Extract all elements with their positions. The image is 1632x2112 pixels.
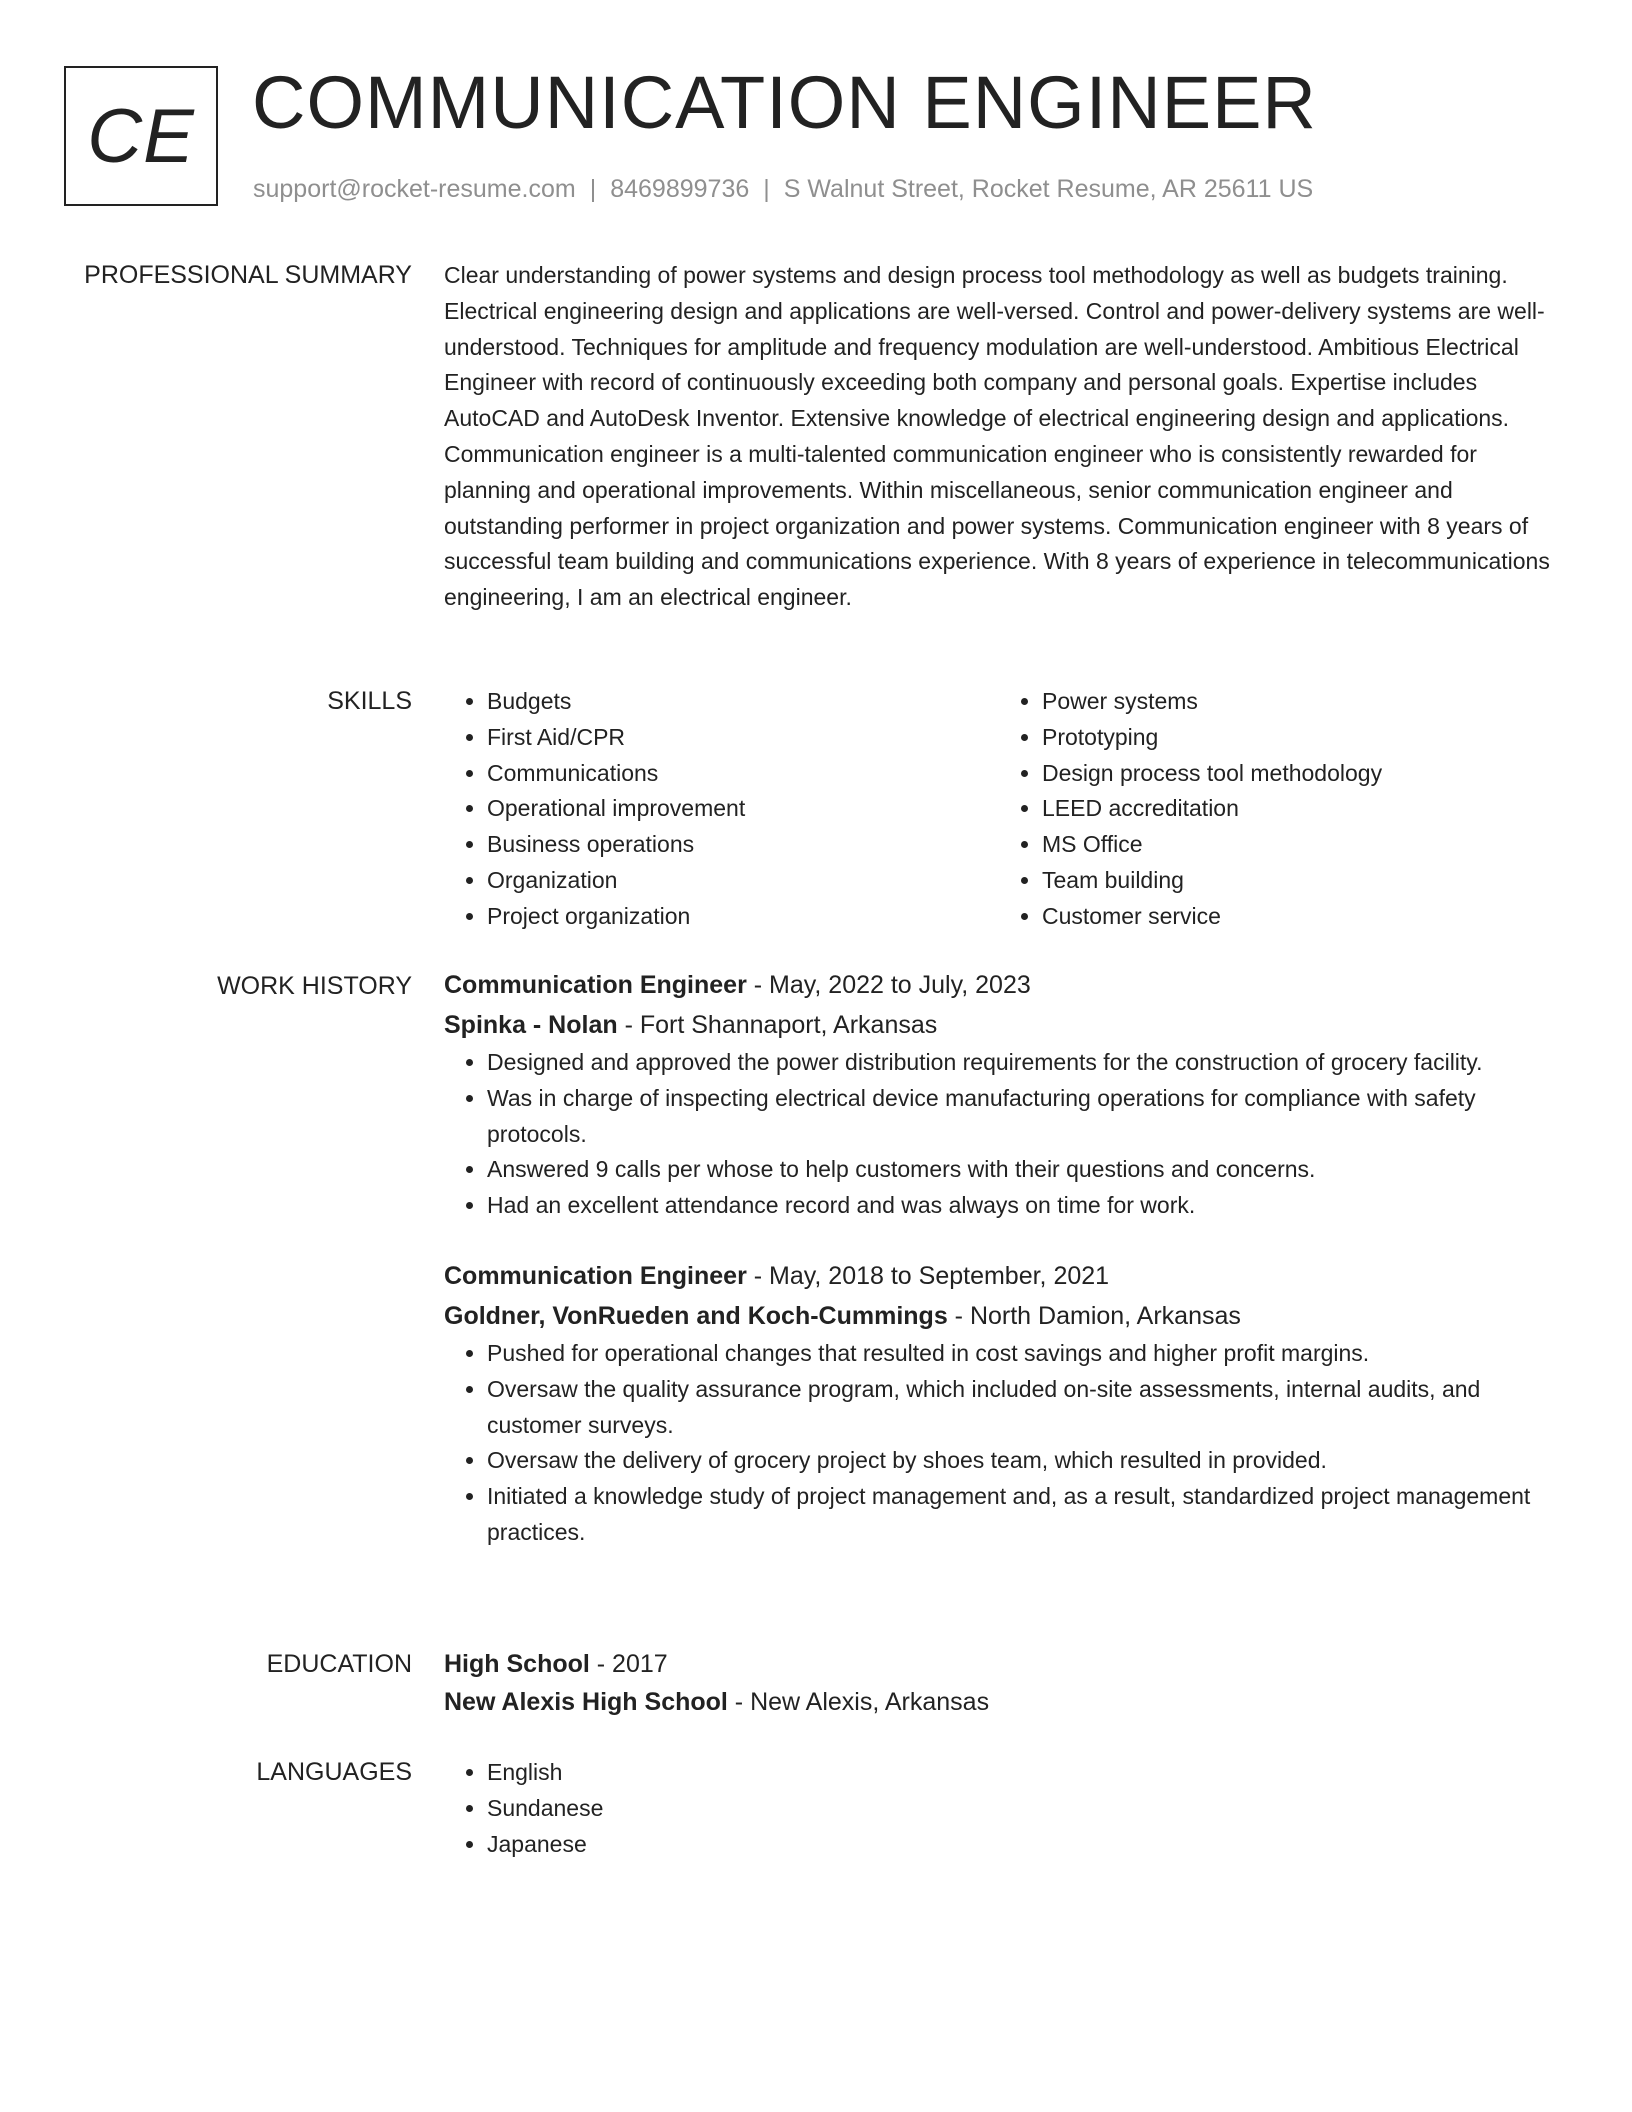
contact-separator: | xyxy=(763,175,770,203)
section-label-languages: LANGUAGES xyxy=(256,1758,412,1786)
job-bullet: • Designed and approved the power distribution requirements for the construction of grocery facility. xyxy=(487,1045,1554,1081)
job-company-line xyxy=(444,1005,1554,1045)
skills-list-left xyxy=(444,684,999,935)
education-year: - 2017 xyxy=(589,1650,668,1678)
job-bullet-list xyxy=(444,1045,1554,1224)
job-company: Spinka - Nolan xyxy=(444,1011,618,1039)
skill-item: • Budgets xyxy=(487,684,999,720)
job-location: - Fort Shannaport, Arkansas xyxy=(617,1011,938,1039)
section-label-work-history: WORK HISTORY xyxy=(217,972,412,1000)
language-item: • English xyxy=(487,1755,1554,1791)
skill-item: • Operational improvement xyxy=(487,791,999,827)
languages-list xyxy=(444,1755,1554,1862)
skill-item: • Business operations xyxy=(487,827,999,863)
education-location: - New Alexis, Arkansas xyxy=(727,1688,990,1716)
section-label-summary: PROFESSIONAL SUMMARY xyxy=(84,261,412,289)
job-dates: - May, 2018 to September, 2021 xyxy=(746,1261,1110,1290)
job-company-line xyxy=(444,1296,1554,1336)
contact-email: support@rocket-resume.com xyxy=(253,175,576,203)
summary-text: Clear understanding of power systems and design process tool methodology as well as budgets training. Electrical engineering design and applications are well-versed. Control and power-delivery systems are well-understood. Techniques for amplitude and frequency modulation are well-understood. Ambitious Electrical Engineer with record of continuously exceeding both company and personal goals. Expertise includes AutoCAD and AutoDesk Inventor. Extensive knowledge of electrical engineering design and applications. Communication engineer is a multi-talented communication engineer who is consistently rewarded for planning and operational improvements. Within miscellaneous, senior communication engineer and outstanding performer in project organization and power systems. Communication engineer with 8 years of successful team building and communications experience. With 8 years of experience in telecommunications engineering, I am an electrical engineer. xyxy=(444,262,1550,611)
contact-address: S Walnut Street, Rocket Resume, AR 25611 US xyxy=(783,175,1314,203)
education-school: New Alexis High School xyxy=(444,1688,728,1716)
skill-item: • LEED accreditation xyxy=(1042,791,1554,827)
job-bullet: • Initiated a knowledge study of project management and, as a result, standardized project management practices. xyxy=(487,1479,1554,1551)
section-label-skills: SKILLS xyxy=(327,687,412,715)
language-item: • Japanese xyxy=(487,1827,1554,1863)
languages-body xyxy=(444,1755,1554,1862)
skill-item: • Customer service xyxy=(1042,899,1554,935)
contact-phone: 8469899736 xyxy=(610,175,750,203)
job-company: Goldner, VonRueden and Koch-Cummings xyxy=(444,1301,948,1330)
job-bullet: • Answered 9 calls per whose to help customers with their questions and concerns. xyxy=(487,1152,1554,1188)
job-title-line xyxy=(444,965,1554,1005)
job-bullet-list xyxy=(444,1336,1554,1551)
job-entry xyxy=(444,1256,1554,1551)
skill-item: • Project organization xyxy=(487,899,999,935)
job-title: Communication Engineer xyxy=(444,1261,747,1290)
work-history-body xyxy=(444,965,1554,1551)
summary-body xyxy=(444,258,1554,616)
skill-item: • Communications xyxy=(487,756,999,792)
section-label-education: EDUCATION xyxy=(266,1650,412,1678)
skills-body xyxy=(444,684,1554,935)
job-bullet: • Pushed for operational changes that resulted in cost savings and higher profit margins. xyxy=(487,1336,1554,1372)
education-body xyxy=(444,1645,1554,1721)
skill-item: • MS Office xyxy=(1042,827,1554,863)
job-dates: - May, 2022 to July, 2023 xyxy=(746,971,1031,999)
job-location: - North Damion, Arkansas xyxy=(947,1301,1241,1330)
job-bullet: • Had an excellent attendance record and was always on time for work. xyxy=(487,1188,1554,1224)
contact-separator: | xyxy=(589,175,597,203)
job-bullet: • Oversaw the quality assurance program, which included on-site assessments, internal audits, and customer surveys. xyxy=(487,1372,1554,1444)
skill-item: • Team building xyxy=(1042,863,1554,899)
contact-line xyxy=(253,173,1313,205)
language-item: • Sundanese xyxy=(487,1791,1554,1827)
skill-item: • Prototyping xyxy=(1042,720,1554,756)
job-bullet: • Oversaw the delivery of grocery project by shoes team, which resulted in provided. xyxy=(487,1443,1554,1479)
skill-item: • Organization xyxy=(487,863,999,899)
resume-name-title: COMMUNICATION ENGINEER xyxy=(252,61,1317,144)
skill-item: • First Aid/CPR xyxy=(487,720,999,756)
job-title: Communication Engineer xyxy=(444,971,747,999)
education-degree: High School xyxy=(444,1650,590,1678)
job-title-line xyxy=(444,1256,1554,1296)
job-bullet: • Was in charge of inspecting electrical device manufacturing operations for compliance with safety protocols. xyxy=(487,1081,1554,1153)
skill-item: • Design process tool methodology xyxy=(1042,756,1554,792)
education-degree-line xyxy=(444,1645,1554,1683)
job-entry xyxy=(444,965,1554,1224)
skills-list-right xyxy=(999,684,1554,935)
skill-item: • Power systems xyxy=(1042,684,1554,720)
monogram-badge: CE xyxy=(64,66,218,206)
education-school-line xyxy=(444,1683,1554,1721)
